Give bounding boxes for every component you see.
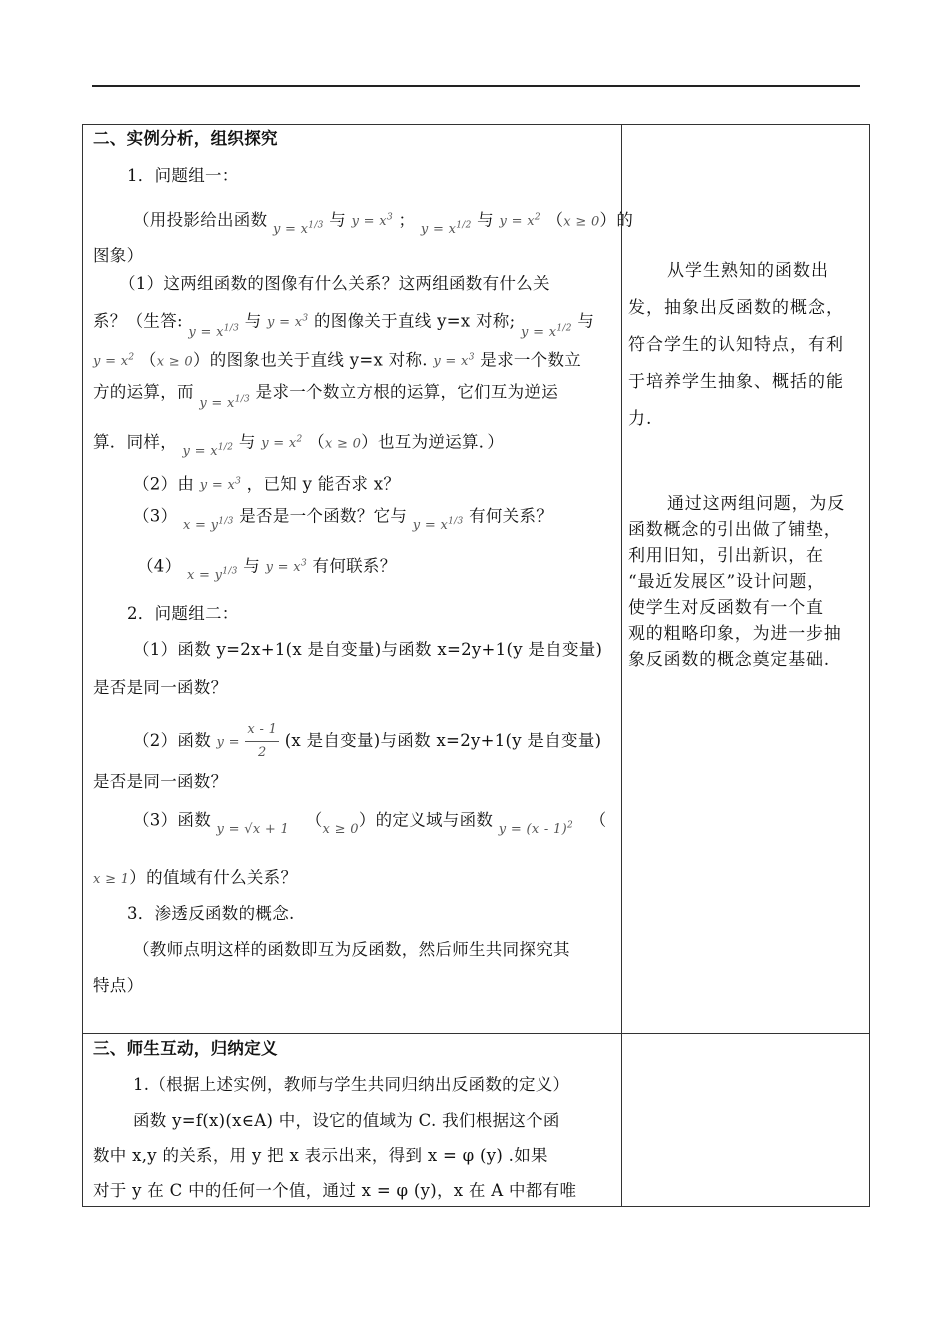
group1-intro-line: （用投影给出函数 $_{y = x^{1/3}}$ 与 $y = x^3$ ； $_{y = x^{1/2}}$ 与 $y = x^2$ （x ≥ 0）的 bbox=[133, 210, 634, 238]
section3-notes-cell bbox=[622, 1034, 870, 1207]
question1-line5: 算．同样， $_{y = x^{1/2}}$ 与 $y = x^2$ （x ≥ 0）也互为逆运算．） bbox=[93, 432, 505, 460]
question4: （4） $_{x = y^{1/3}}$ 与 $y = x^3$ 有何联系？ bbox=[137, 556, 397, 584]
problem3-line2: x ≥ 1）的值域有什么关系？ bbox=[93, 868, 298, 887]
section2-notes-cell bbox=[622, 125, 870, 1034]
note2-line5: 使学生对反函数有一个直 bbox=[628, 598, 824, 618]
note1-line1: 从学生熟知的函数出 bbox=[667, 261, 829, 281]
question2: （2）由 $y = x^3$ ，已知 y 能否求 x？ bbox=[133, 474, 401, 494]
note2-line6: 观的粗略印象，为进一步抽 bbox=[628, 624, 842, 644]
note2-line3: 利用旧知，引出新识，在 bbox=[628, 546, 824, 566]
section3-content-cell bbox=[83, 1034, 622, 1207]
problem1-line1: （1）函数 y=2x+1(x 是自变量)与函数 x=2y+1(y 是自变量) bbox=[133, 640, 603, 659]
section3-line4: 对于 y 在 C 中的任何一个值，通过 x = φ (y)，x 在 A 中都有唯 bbox=[93, 1181, 577, 1200]
group1-intro-line2: 图象） bbox=[93, 246, 144, 265]
problem3-line1: （3）函数 $_{y = √x + 1}$ $(_{x \ge 0})$的定义域与函数 $_{y = (x - 1)^2}$ （ bbox=[133, 810, 607, 838]
note2-line1: 通过这两组问题，为反 bbox=[667, 494, 845, 514]
header-rule bbox=[92, 85, 860, 87]
note2-line2: 函数概念的引出做了铺垫， bbox=[628, 520, 842, 540]
section2-content-cell bbox=[83, 125, 634, 1034]
note2-line4: “最近发展区”设计问题， bbox=[628, 572, 825, 592]
section2-heading: 二、实例分析，组织探究 bbox=[93, 129, 278, 148]
group3-title: 3．渗透反函数的概念. bbox=[127, 904, 295, 923]
note1-line3: 符合学生的认知特点，有利 bbox=[628, 335, 844, 355]
section3-line2: 函数 y=f(x)(x∈A) 中，设它的值域为 C. 我们根据这个函 bbox=[133, 1111, 560, 1130]
section3-heading: 三、师生互动，归纳定义 bbox=[93, 1039, 278, 1058]
problem1-line2: 是否是同一函数？ bbox=[93, 678, 228, 697]
section3-line1: 1.（根据上述实例，教师与学生共同归纳出反函数的定义） bbox=[133, 1075, 570, 1094]
fraction: $\frac{x - 1}{2}$ bbox=[245, 719, 279, 764]
group3-line2: 特点） bbox=[93, 976, 144, 995]
note2-line7: 象反函数的概念奠定基础. bbox=[628, 650, 831, 670]
group3-line1: （教师点明这样的函数即互为反函数，然后师生共同探究其 bbox=[133, 940, 570, 959]
note1-line4: 于培养学生抽象、概括的能 bbox=[628, 372, 844, 392]
lesson-table bbox=[82, 124, 870, 1207]
question1-line1: （1）这两组函数的图像有什么关系？这两组函数有什么关 bbox=[119, 274, 550, 293]
question1-line4: 方的运算，而 $_{y = x^{1/3}}$ 是求一个数立方根的运算，它们互为逆运 bbox=[93, 382, 559, 412]
notes-block bbox=[622, 125, 869, 1033]
note1-line5: 力. bbox=[628, 409, 653, 429]
note1-line2: 发，抽象出反函数的概念， bbox=[628, 298, 844, 318]
question1-line2: 系？（生答: $_{y = x^{1/3}}$ 与 $y = x^3$ 的图像关于直线 y=x 对称; $_{y = x^{1/2}}$ 与 bbox=[93, 311, 595, 341]
group2-title: 2．问题组二： bbox=[127, 604, 239, 623]
problem2-line2: 是否是同一函数？ bbox=[93, 772, 228, 791]
question3: （3） $_{x = y^{1/3}}$ 是否是一个函数？它与 $_{y = x^{1/3}}$ 有何关系？ bbox=[133, 506, 554, 534]
question1-line3: $y = x^2$ （x ≥ 0）的图象也关于直线 y=x 对称. $y = x^3$ 是求一个数立 bbox=[93, 350, 582, 370]
problem2-line1: （2）函数 y = $\frac{x - 1}{2}$ (x 是自变量)与函数 x=2y+1(y 是自变量) bbox=[133, 719, 601, 764]
section3-line3: 数中 x,y 的关系，用 y 把 x 表示出来，得到 x = φ (y) .如果 bbox=[93, 1146, 548, 1165]
group1-title: 1．问题组一： bbox=[127, 166, 239, 185]
